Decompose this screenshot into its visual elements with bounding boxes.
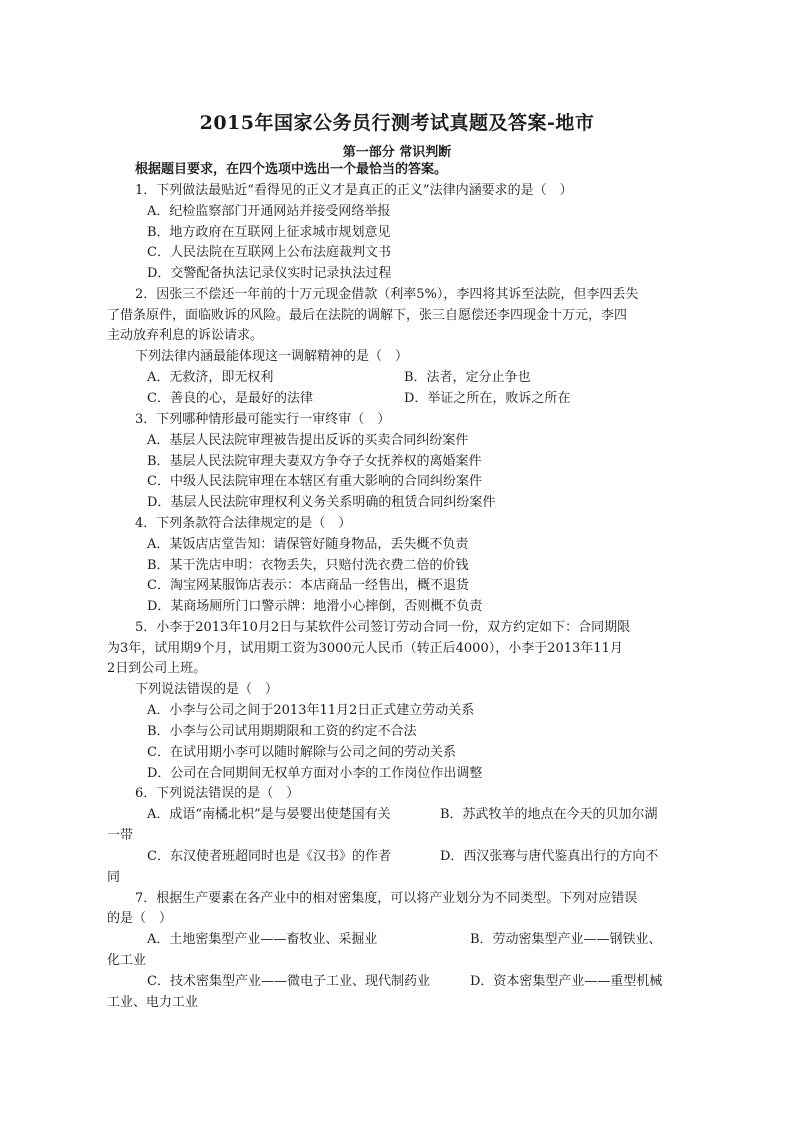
question-6-option-b: B．苏武牧羊的地点在今天的贝加尔湖 (440, 807, 658, 822)
question-5-question: 下列说法错误的是（ ） (135, 682, 279, 697)
question-5-option-b: B．小李与公司试用期期限和工资的约定不合法 (147, 724, 417, 739)
question-6-option-d: D．西汉张骞与唐代鉴真出行的方向不 (440, 849, 659, 864)
question-7-option-c: C．技术密集型产业——微电子工业、现代制药业 (147, 974, 430, 989)
question-4-option-b: B．某干洗店申明：衣物丢失，只赔付洗衣费二倍的价钱 (147, 558, 469, 573)
question-7-stem-line-2: 的是（ ） (107, 911, 173, 926)
question-2-option-b: B．法者，定分止争也 (404, 370, 531, 385)
question-7-option-b: B．劳动密集型产业——钢铁业、 (470, 932, 662, 947)
instruction-text: 根据题目要求，在四个选项中选出一个最恰当的答案。 (135, 162, 448, 177)
question-3-option-c: C．中级人民法院审理在本辖区有重大影响的合同纠纷案件 (147, 474, 482, 489)
question-1-option-b: B．地方政府在互联网上征求城市规划意见 (147, 225, 391, 240)
question-6-option-d-continued: 同 (107, 870, 121, 885)
question-4-stem: 4．下列条款符合法律规定的是（ ） (135, 516, 352, 531)
question-1-option-d: D．交警配备执法记录仪实时记录执法过程 (147, 266, 392, 281)
question-6-option-b-continued: 一带 (107, 828, 134, 843)
question-2-option-a: A．无救济，即无权利 (147, 370, 274, 385)
question-4-option-a: A．某饭店店堂告知：请保管好随身物品，丢失概不负责 (147, 537, 469, 552)
question-7-stem-line-1: 7．根据生产要素在各产业中的相对密集度，可以将产业划分为不同类型。下列对应错误 (135, 891, 638, 906)
question-4-option-c: C．淘宝网某服饰店表示：本店商品一经售出，概不退货 (147, 578, 469, 593)
question-3-option-d: D．基层人民法院审理权利义务关系明确的租赁合同纠纷案件 (147, 495, 496, 510)
question-2-question: 下列法律内涵最能体现这一调解精神的是（ ） (135, 349, 409, 364)
question-5-option-a: A．小李与公司之间于2013年11月2日正式建立劳动关系 (147, 703, 475, 718)
question-5-option-c: C．在试用期小李可以随时解除与公司之间的劳动关系 (147, 745, 456, 760)
question-2-stem-line-1: 2．因张三不偿还一年前的十万元现金借款（利率5%），李四将其诉至法院，但李四丢失 (135, 287, 639, 302)
question-2-option-c: C．善良的心，是最好的法律 (147, 391, 313, 406)
question-5-stem-line-1: 5．小李于2013年10月2日与某软件公司签订劳动合同一份，双方约定如下：合同期限 (135, 620, 631, 635)
question-6-option-c: C．东汉使者班超同时也是《汉书》的作者 (147, 849, 391, 864)
question-4-option-d: D．某商场厕所门口警示牌：地滑小心摔倒，否则概不负责 (147, 599, 483, 614)
question-7-option-d: D．资本密集型产业——重型机械 (470, 974, 663, 989)
question-5-stem-line-2: 为3年，试用期9个月，试用期工资为3000元人民币（转正后4000），小李于2013年11月 (107, 641, 623, 656)
question-2-stem-line-2: 了借条原件，面临败诉的风险。最后在法院的调解下，张三自愿偿还李四现金十万元，李四 (107, 308, 628, 323)
question-2-option-d: D．举证之所在，败诉之所在 (404, 391, 571, 406)
question-2-stem-line-3: 主动放弃利息的诉讼请求。 (107, 328, 264, 343)
question-6-stem: 6．下列说法错误的是（ ） (135, 786, 300, 801)
question-7-option-a: A．土地密集型产业——畜牧业、采掘业 (147, 932, 378, 947)
question-1-option-a: A．纪检监察部门开通网站并接受网络举报 (147, 204, 391, 219)
question-7-option-b-continued: 化工业 (107, 953, 147, 968)
question-7-option-d-continued: 工业、电力工业 (107, 995, 199, 1010)
question-3-stem: 3．下列哪种情形最可能实行一审终审（ ） (135, 412, 391, 427)
question-6-option-a: A．成语“南橘北枳”是与晏婴出使楚国有关 (147, 807, 391, 822)
question-5-stem-line-3: 2日到公司上班。 (107, 661, 207, 676)
question-5-option-d: D．公司在合同期间无权单方面对小李的工作岗位作出调整 (147, 766, 483, 781)
question-3-option-b: B．基层人民法院审理夫妻双方争夺子女抚养权的离婚案件 (147, 454, 482, 469)
question-1-option-c: C．人民法院在互联网上公布法庭裁判文书 (147, 245, 391, 260)
question-3-option-a: A．基层人民法院审理被告提出反诉的买卖合同纠纷案件 (147, 433, 469, 448)
page-title: 2015年国家公务员行测考试真题及答案-地市 (199, 112, 595, 134)
section-heading: 第一部分 常识判断 (342, 145, 452, 160)
question-1-stem: 1．下列做法最贴近“看得见的正义才是真正的正义”法律内涵要求的是（ ） (135, 183, 573, 198)
